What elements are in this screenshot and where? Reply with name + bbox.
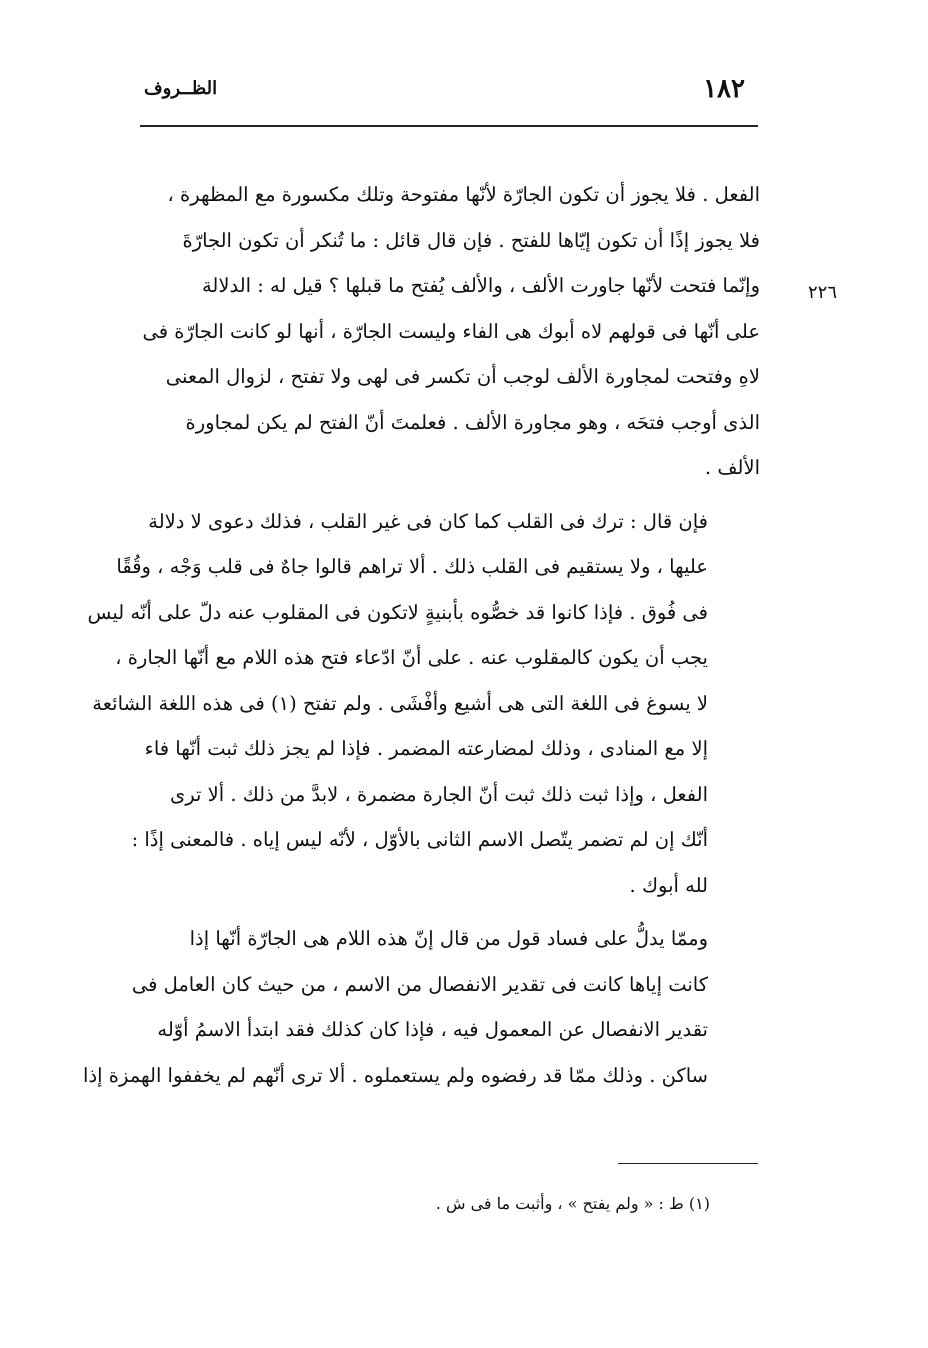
text-line: إلا مع المنادى ، وذلك لمضارعته المضمر . فإذا لم يجز ذلك ثبت أنّها فاء <box>144 737 708 760</box>
text-line: عليها ، ولا يستقيم فى القلب ذلك . ألا تراهم قالوا جاهٌ فى قلب وَجْه ، وقُقًا <box>116 555 708 578</box>
text-line: وممّا يدلُّ على فساد قول من قال إنّ هذه اللام هى الجارّة أنّها إذا <box>189 927 708 950</box>
margin-reference-number: ٢٢٦ <box>808 282 838 303</box>
footnote: (١) ط : « ولم يفتح » ، وأثبت ما فى ش . <box>435 1194 710 1213</box>
paragraph-1 <box>118 172 760 491</box>
text-line: فلا يجوز إذًا أن تكون إيّاها للفتح . فإن قال قائل : ما تُنكر أن تكون الجارّةَ <box>182 228 760 252</box>
text-line: أنّك إن لم تضمر يتّصل الاسم الثانى بالأوّل ، لأنّه ليس إياه . فالمعنى إذًا : <box>131 828 708 851</box>
text-line: لله أبوك . <box>629 873 708 897</box>
text-line: الفعل ، وإذا ثبت ذلك ثبت أنّ الجارة مضمرة ، لابدَّ من ذلك . ألا ترى <box>169 782 708 806</box>
paragraph-3 <box>83 916 760 1098</box>
text-line: الذى أوجب فتحَه ، وهو مجاورة الألف . فعلمتَ أنّ الفتح لم يكن لمجاورة <box>185 410 760 434</box>
text-line: على أنّها فى قولهم لاه أبوك هى الفاء وليست الجارّة ، أنها لو كانت الجارّة فى <box>142 319 760 343</box>
text-line: وإنّما فتحت لأنّها جاورت الألف ، والألف يُفتح ما قبلها ؟ قيل له : الدلالة <box>201 274 760 297</box>
page-number: ١٨٢ <box>703 74 745 104</box>
text-line: لاهِ وفتحت لمجاورة الألف لوجب أن تكسر فى لهى ولا تفتح ، لزوال المعنى <box>165 365 760 388</box>
text-line: لا يسوغ فى اللغة التى هى أشيع وأفْشَى . ولم تفتح (١) فى هذه اللغة الشائعة <box>92 691 708 715</box>
text-line: فى فُوق . فإذا كانوا قد خصُّوه بأبنيةٍ لاتكون فى المقلوب عنه دلّ على أنّه ليس <box>87 600 708 624</box>
text-line: الفعل . فلا يجوز أن تكون الجارّة لأنّها مفتوحة وتلك مكسورة مع المظهرة ، <box>167 183 760 206</box>
page-header <box>140 70 755 110</box>
text-line: الألف . <box>704 456 760 479</box>
paragraph-2 <box>87 499 760 909</box>
footnote-rule <box>618 1163 758 1164</box>
text-line: فإن قال : ترك فى القلب كما كان فى غير القلب ، فذلك دعوى لا دلالة <box>148 509 708 533</box>
running-title: الظــروف <box>144 78 218 99</box>
text-line: ساكن . وذلك ممّا قد رفضوه ولم يستعملوه . ألا ترى أنّهم لم يخففوا الهمزة إذا <box>83 1063 708 1087</box>
body-text <box>83 172 760 1098</box>
text-line: يجب أن يكون كالمقلوب عنه . على أنّ ادّعاء فتح هذه اللام مع أنّها الجارة ، <box>115 646 708 669</box>
text-line: تقدير الانفصال عن المعمول فيه ، فإذا كان كذلك فقد ابتدأ الاسمُ أوّله <box>157 1018 708 1041</box>
text-line: كانت إياها كانت فى تقدير الانفصال من الاسم ، من حيث كان العامل فى <box>131 972 708 996</box>
header-rule <box>140 125 758 127</box>
